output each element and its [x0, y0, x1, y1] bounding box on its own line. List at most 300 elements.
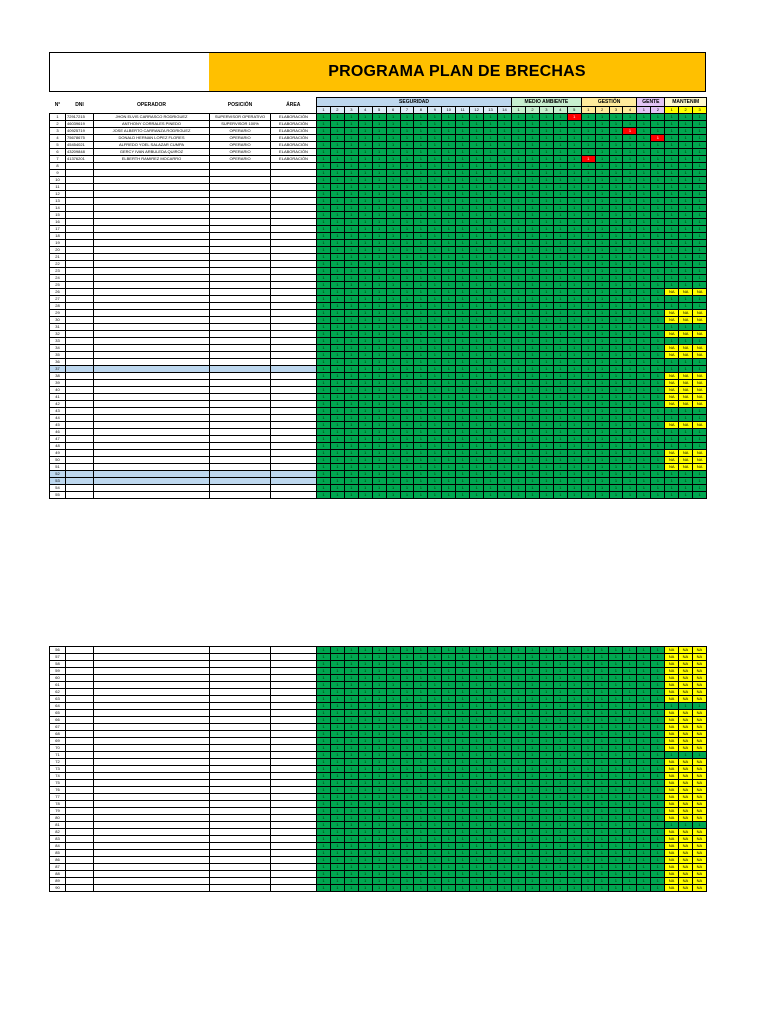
- score-cell: 1: [525, 661, 539, 668]
- score-cell: 1: [595, 142, 609, 149]
- score-cell: 1: [386, 773, 400, 780]
- score-cell: 1: [358, 212, 372, 219]
- area-cell: [271, 485, 317, 492]
- score-cell: 1: [609, 773, 623, 780]
- score-cell: 1: [484, 801, 498, 808]
- score-cell: 1: [484, 135, 498, 142]
- score-cell: 1: [665, 247, 679, 254]
- score-cell: 1: [358, 724, 372, 731]
- score-cell: 1: [414, 457, 428, 464]
- score-cell: 1: [344, 478, 358, 485]
- score-cell: 1: [539, 836, 553, 843]
- score-cell: 1: [609, 801, 623, 808]
- score-cell: 1: [484, 731, 498, 738]
- score-cell: 1: [609, 675, 623, 682]
- score-cell: 1: [484, 415, 498, 422]
- score-cell: 1: [581, 717, 595, 724]
- score-cell: 1: [358, 121, 372, 128]
- score-cell: 1: [400, 114, 414, 121]
- score-cell: 1: [442, 191, 456, 198]
- score-cell: 1: [358, 268, 372, 275]
- score-cell: 1: [344, 759, 358, 766]
- score-cell: 1: [470, 850, 484, 857]
- score-cell: 1: [623, 261, 637, 268]
- score-cell: 1: [358, 184, 372, 191]
- score-cell: 1: [400, 184, 414, 191]
- score-cell: 1: [539, 233, 553, 240]
- score-cell: 1: [497, 121, 511, 128]
- dni-cell: [66, 331, 94, 338]
- score-cell: 1: [372, 675, 386, 682]
- score-cell: 1: [679, 303, 693, 310]
- score-cell: 1: [553, 752, 567, 759]
- score-cell: 1: [330, 843, 344, 850]
- score-cell: 1: [344, 766, 358, 773]
- score-cell: 1: [637, 177, 651, 184]
- area-cell: ELABORACIÓN: [271, 128, 317, 135]
- score-cell: 1: [595, 815, 609, 822]
- score-cell: 1: [344, 492, 358, 499]
- score-cell: 1: [512, 177, 526, 184]
- score-cell: 1: [512, 345, 526, 352]
- score-cell: 1: [442, 731, 456, 738]
- score-cell: 1: [637, 710, 651, 717]
- row-number: 86: [50, 857, 66, 864]
- area-cell: [271, 450, 317, 457]
- score-cell: 1: [414, 654, 428, 661]
- score-cell: 1: [456, 443, 470, 450]
- score-cell: 1: [567, 885, 581, 892]
- score-cell: 1: [372, 822, 386, 829]
- score-cell: 1: [484, 198, 498, 205]
- score-cell: 1: [553, 219, 567, 226]
- score-cell: 1: [330, 787, 344, 794]
- score-cell: 1: [414, 380, 428, 387]
- score-cell: 1: [428, 401, 442, 408]
- score-cell: 1: [609, 184, 623, 191]
- score-cell: 1: [512, 436, 526, 443]
- row-number: 3: [50, 128, 66, 135]
- position-cell: [210, 738, 271, 745]
- score-cell: 1: [386, 745, 400, 752]
- table-row: [50, 843, 707, 850]
- score-cell: 1: [525, 885, 539, 892]
- score-cell: 1: [637, 752, 651, 759]
- score-cell: 1: [358, 675, 372, 682]
- score-cell: 1: [567, 822, 581, 829]
- score-cell: 1: [679, 128, 693, 135]
- score-cell: 1: [470, 787, 484, 794]
- score-cell: 1: [386, 429, 400, 436]
- score-cell: 1: [567, 310, 581, 317]
- score-cell: 1: [512, 296, 526, 303]
- score-cell: 1: [456, 191, 470, 198]
- score-cell-na: NA: [678, 766, 692, 773]
- score-cell: 1: [609, 142, 623, 149]
- score-cell: 1: [428, 654, 442, 661]
- score-cell: 1: [595, 359, 609, 366]
- score-cell: 1: [637, 163, 651, 170]
- column-number: 3: [539, 107, 553, 114]
- score-cell: 1: [512, 247, 526, 254]
- position-cell: [210, 843, 271, 850]
- score-cell: 1: [414, 478, 428, 485]
- score-cell: 1: [456, 850, 470, 857]
- score-cell: 1: [456, 766, 470, 773]
- operator-name: [94, 710, 210, 717]
- score-cell: 1: [372, 205, 386, 212]
- row-number: 36: [50, 359, 66, 366]
- score-cell: 1: [651, 492, 665, 499]
- score-cell: 1: [317, 457, 331, 464]
- dni-cell: [66, 289, 94, 296]
- score-cell: 1: [581, 710, 595, 717]
- score-cell: 1: [484, 871, 498, 878]
- score-cell-na: NA: [678, 864, 692, 871]
- score-cell: 1: [386, 387, 400, 394]
- score-cell: 1: [595, 289, 609, 296]
- score-cell: 1: [414, 191, 428, 198]
- score-cell: 1: [609, 352, 623, 359]
- row-number: 70: [50, 745, 66, 752]
- score-cell: 1: [567, 759, 581, 766]
- score-cell: 1: [553, 233, 567, 240]
- score-cell: 1: [511, 801, 525, 808]
- score-cell: 1: [539, 864, 553, 871]
- position-cell: [210, 836, 271, 843]
- score-cell: 1: [372, 359, 386, 366]
- row-number: 31: [50, 324, 66, 331]
- score-cell: 1: [386, 261, 400, 268]
- score-cell-na: NA: [665, 668, 679, 675]
- score-cell: 1: [484, 738, 498, 745]
- column-number: 7: [400, 107, 414, 114]
- score-cell: 1: [358, 366, 372, 373]
- score-cell: 1: [386, 485, 400, 492]
- score-cell: 1: [428, 829, 442, 836]
- operator-name: [94, 268, 210, 275]
- score-cell: 1: [400, 485, 414, 492]
- score-cell: 1: [623, 408, 637, 415]
- score-cell: 1: [386, 170, 400, 177]
- score-cell: 1: [665, 359, 679, 366]
- score-cell: 1: [330, 156, 344, 163]
- score-cell: 1: [609, 864, 623, 871]
- score-cell: 1: [512, 149, 526, 156]
- score-cell-na: NA: [692, 780, 706, 787]
- row-number: 90: [50, 885, 66, 892]
- score-cell: 1: [330, 282, 344, 289]
- score-cell: 1: [609, 212, 623, 219]
- table-row: [50, 275, 707, 282]
- table-row: [50, 219, 707, 226]
- score-cell: 1: [344, 829, 358, 836]
- score-cell-na: NA: [678, 654, 692, 661]
- score-cell: 1: [317, 794, 331, 801]
- score-cell: 1: [651, 226, 665, 233]
- score-cell-na: NA: [665, 773, 679, 780]
- score-cell: 1: [512, 485, 526, 492]
- score-cell: 1: [609, 289, 623, 296]
- score-cell: 1: [581, 654, 595, 661]
- score-cell: 1: [609, 843, 623, 850]
- score-cell: 1: [567, 429, 581, 436]
- score-cell: 1: [609, 450, 623, 457]
- score-cell: 1: [497, 373, 511, 380]
- score-cell-na: NA: [678, 829, 692, 836]
- score-cell: 1: [428, 163, 442, 170]
- column-number: 11: [456, 107, 470, 114]
- score-cell: 1: [595, 717, 609, 724]
- score-cell: 1: [539, 478, 553, 485]
- score-cell: 1: [358, 492, 372, 499]
- score-cell: 1: [344, 142, 358, 149]
- score-cell: 1: [470, 408, 484, 415]
- score-cell: 1: [484, 773, 498, 780]
- score-cell: 1: [651, 114, 665, 121]
- score-cell-na: NA: [692, 843, 706, 850]
- score-cell: 1: [414, 492, 428, 499]
- score-cell: 1: [581, 773, 595, 780]
- score-cell: 1: [581, 191, 595, 198]
- score-cell: 1: [400, 387, 414, 394]
- score-cell: 1: [317, 668, 331, 675]
- score-cell: 1: [344, 710, 358, 717]
- score-cell: 1: [526, 184, 540, 191]
- score-cell: 1: [623, 156, 637, 163]
- score-cell: 1: [400, 317, 414, 324]
- score-cell: 1: [497, 338, 511, 345]
- score-cell: 1: [651, 317, 665, 324]
- score-cell: 1: [442, 492, 456, 499]
- score-cell: 1: [442, 724, 456, 731]
- position-cell: [210, 710, 271, 717]
- score-cell: 1: [414, 331, 428, 338]
- score-cell: 1: [497, 801, 511, 808]
- area-cell: [271, 282, 317, 289]
- score-cell: 1: [637, 359, 651, 366]
- score-cell: 1: [442, 478, 456, 485]
- score-cell: 1: [372, 366, 386, 373]
- score-cell: 1: [330, 710, 344, 717]
- score-cell: 1: [637, 331, 651, 338]
- dni-cell: [66, 682, 94, 689]
- score-cell: 1: [511, 885, 525, 892]
- row-number: 73: [50, 766, 66, 773]
- score-cell: 1: [595, 163, 609, 170]
- score-cell: 1: [651, 254, 665, 261]
- score-cell: 1: [553, 170, 567, 177]
- score-cell: 1: [470, 794, 484, 801]
- score-cell: 1: [372, 247, 386, 254]
- score-cell: 1: [581, 268, 595, 275]
- score-cell: 1: [330, 184, 344, 191]
- score-cell: 1: [414, 738, 428, 745]
- score-cell: 1: [651, 780, 665, 787]
- score-cell: 1: [414, 710, 428, 717]
- score-cell: 1: [330, 661, 344, 668]
- score-cell: 1: [358, 380, 372, 387]
- score-cell: 1: [456, 703, 470, 710]
- score-cell: 1: [637, 457, 651, 464]
- operator-name: [94, 177, 210, 184]
- score-cell: 1: [595, 254, 609, 261]
- score-cell: 1: [442, 780, 456, 787]
- score-cell: 1: [637, 429, 651, 436]
- row-number: 51: [50, 464, 66, 471]
- score-cell: 1: [330, 654, 344, 661]
- score-cell: 1: [525, 752, 539, 759]
- table-row: [50, 766, 707, 773]
- score-cell: 1: [317, 464, 331, 471]
- score-cell: 1: [372, 212, 386, 219]
- operator-name: [94, 843, 210, 850]
- column-number: 1: [581, 107, 595, 114]
- row-number: 80: [50, 815, 66, 822]
- score-cell: 1: [386, 345, 400, 352]
- score-cell: 1: [386, 366, 400, 373]
- score-cell: 1: [317, 345, 331, 352]
- score-cell: 1: [358, 345, 372, 352]
- score-cell: 1: [414, 114, 428, 121]
- score-cell: 1: [512, 114, 526, 121]
- score-cell: 1: [344, 415, 358, 422]
- score-cell: 1: [679, 184, 693, 191]
- score-cell: 1: [344, 128, 358, 135]
- score-cell: 1: [484, 149, 498, 156]
- score-cell: 1: [526, 394, 540, 401]
- score-cell: 1: [317, 163, 331, 170]
- score-cell: 1: [428, 675, 442, 682]
- score-cell: 1: [386, 240, 400, 247]
- score-cell: 1: [386, 149, 400, 156]
- score-cell: 1: [567, 352, 581, 359]
- position-cell: [210, 233, 271, 240]
- score-cell-na: NA: [665, 808, 679, 815]
- score-cell-na: NA: [692, 815, 706, 822]
- score-cell: 1: [679, 163, 693, 170]
- table-row: [50, 443, 707, 450]
- area-cell: [271, 850, 317, 857]
- row-number: 38: [50, 373, 66, 380]
- score-cell: 1: [609, 745, 623, 752]
- score-cell: 1: [567, 780, 581, 787]
- score-cell: 1: [679, 268, 693, 275]
- score-cell: 1: [344, 156, 358, 163]
- score-cell: 1: [372, 485, 386, 492]
- area-cell: [271, 345, 317, 352]
- score-cell: 1: [386, 415, 400, 422]
- score-cell: 1: [414, 885, 428, 892]
- score-cell-na: NA: [665, 745, 679, 752]
- score-cell: 1: [679, 436, 693, 443]
- score-cell: 1: [414, 156, 428, 163]
- operator-name: [94, 429, 210, 436]
- score-cell: 1: [609, 387, 623, 394]
- score-cell: 1: [553, 254, 567, 261]
- score-cell: 1: [567, 268, 581, 275]
- score-cell: 1: [317, 352, 331, 359]
- score-cell: 1: [525, 787, 539, 794]
- score-cell: 1: [693, 471, 707, 478]
- score-cell: 1: [442, 668, 456, 675]
- score-cell: 1: [372, 759, 386, 766]
- score-cell: 1: [470, 703, 484, 710]
- score-cell: 1: [414, 240, 428, 247]
- score-cell: 1: [581, 275, 595, 282]
- score-cell: 1: [497, 205, 511, 212]
- score-cell: 1: [386, 324, 400, 331]
- score-cell: 1: [526, 254, 540, 261]
- score-cell: 1: [539, 464, 553, 471]
- score-cell: 1: [400, 745, 414, 752]
- score-cell: 1: [623, 436, 637, 443]
- score-cell-na: NA: [665, 647, 679, 654]
- score-cell: 1: [358, 436, 372, 443]
- table-row: [50, 205, 707, 212]
- score-cell: 1: [693, 338, 707, 345]
- score-cell: 1: [442, 254, 456, 261]
- score-cell: 1: [539, 647, 553, 654]
- score-cell: 1: [553, 275, 567, 282]
- score-cell-na: NA: [693, 457, 707, 464]
- score-cell-na: NA: [665, 661, 679, 668]
- score-cell: 1: [344, 773, 358, 780]
- score-cell: 1: [553, 654, 567, 661]
- score-cell: 1: [386, 710, 400, 717]
- score-cell: 1: [567, 731, 581, 738]
- area-cell: [271, 464, 317, 471]
- score-cell: 1: [595, 366, 609, 373]
- score-cell: 1: [651, 703, 665, 710]
- score-cell: 1: [442, 464, 456, 471]
- position-cell: [210, 254, 271, 261]
- score-cell: 1: [539, 843, 553, 850]
- score-cell: 1: [497, 773, 511, 780]
- score-cell: 1: [553, 352, 567, 359]
- score-cell: 1: [539, 387, 553, 394]
- score-cell: 1: [358, 394, 372, 401]
- score-cell: 1: [581, 170, 595, 177]
- score-cell: 1: [595, 773, 609, 780]
- score-cell: 1: [581, 668, 595, 675]
- score-cell: 1: [428, 647, 442, 654]
- score-cell: 1: [665, 212, 679, 219]
- operator-name: [94, 205, 210, 212]
- score-cell: 1: [539, 703, 553, 710]
- score-cell: 1: [344, 436, 358, 443]
- score-cell: 1: [330, 815, 344, 822]
- score-cell: 1: [497, 275, 511, 282]
- score-cell: 1: [317, 450, 331, 457]
- dni-cell: [66, 212, 94, 219]
- score-cell: 1: [553, 128, 567, 135]
- score-cell: 1: [497, 331, 511, 338]
- score-cell: 1: [372, 135, 386, 142]
- score-cell: 1: [400, 401, 414, 408]
- score-cell: 1: [400, 829, 414, 836]
- dni-cell: [66, 338, 94, 345]
- score-cell: 1: [623, 885, 637, 892]
- score-cell: 1: [609, 436, 623, 443]
- position-cell: [210, 492, 271, 499]
- score-cell: 1: [372, 738, 386, 745]
- dni-cell: [66, 717, 94, 724]
- row-number: 47: [50, 436, 66, 443]
- score-cell: 1: [428, 310, 442, 317]
- score-cell: 1: [651, 808, 665, 815]
- score-cell: 1: [526, 135, 540, 142]
